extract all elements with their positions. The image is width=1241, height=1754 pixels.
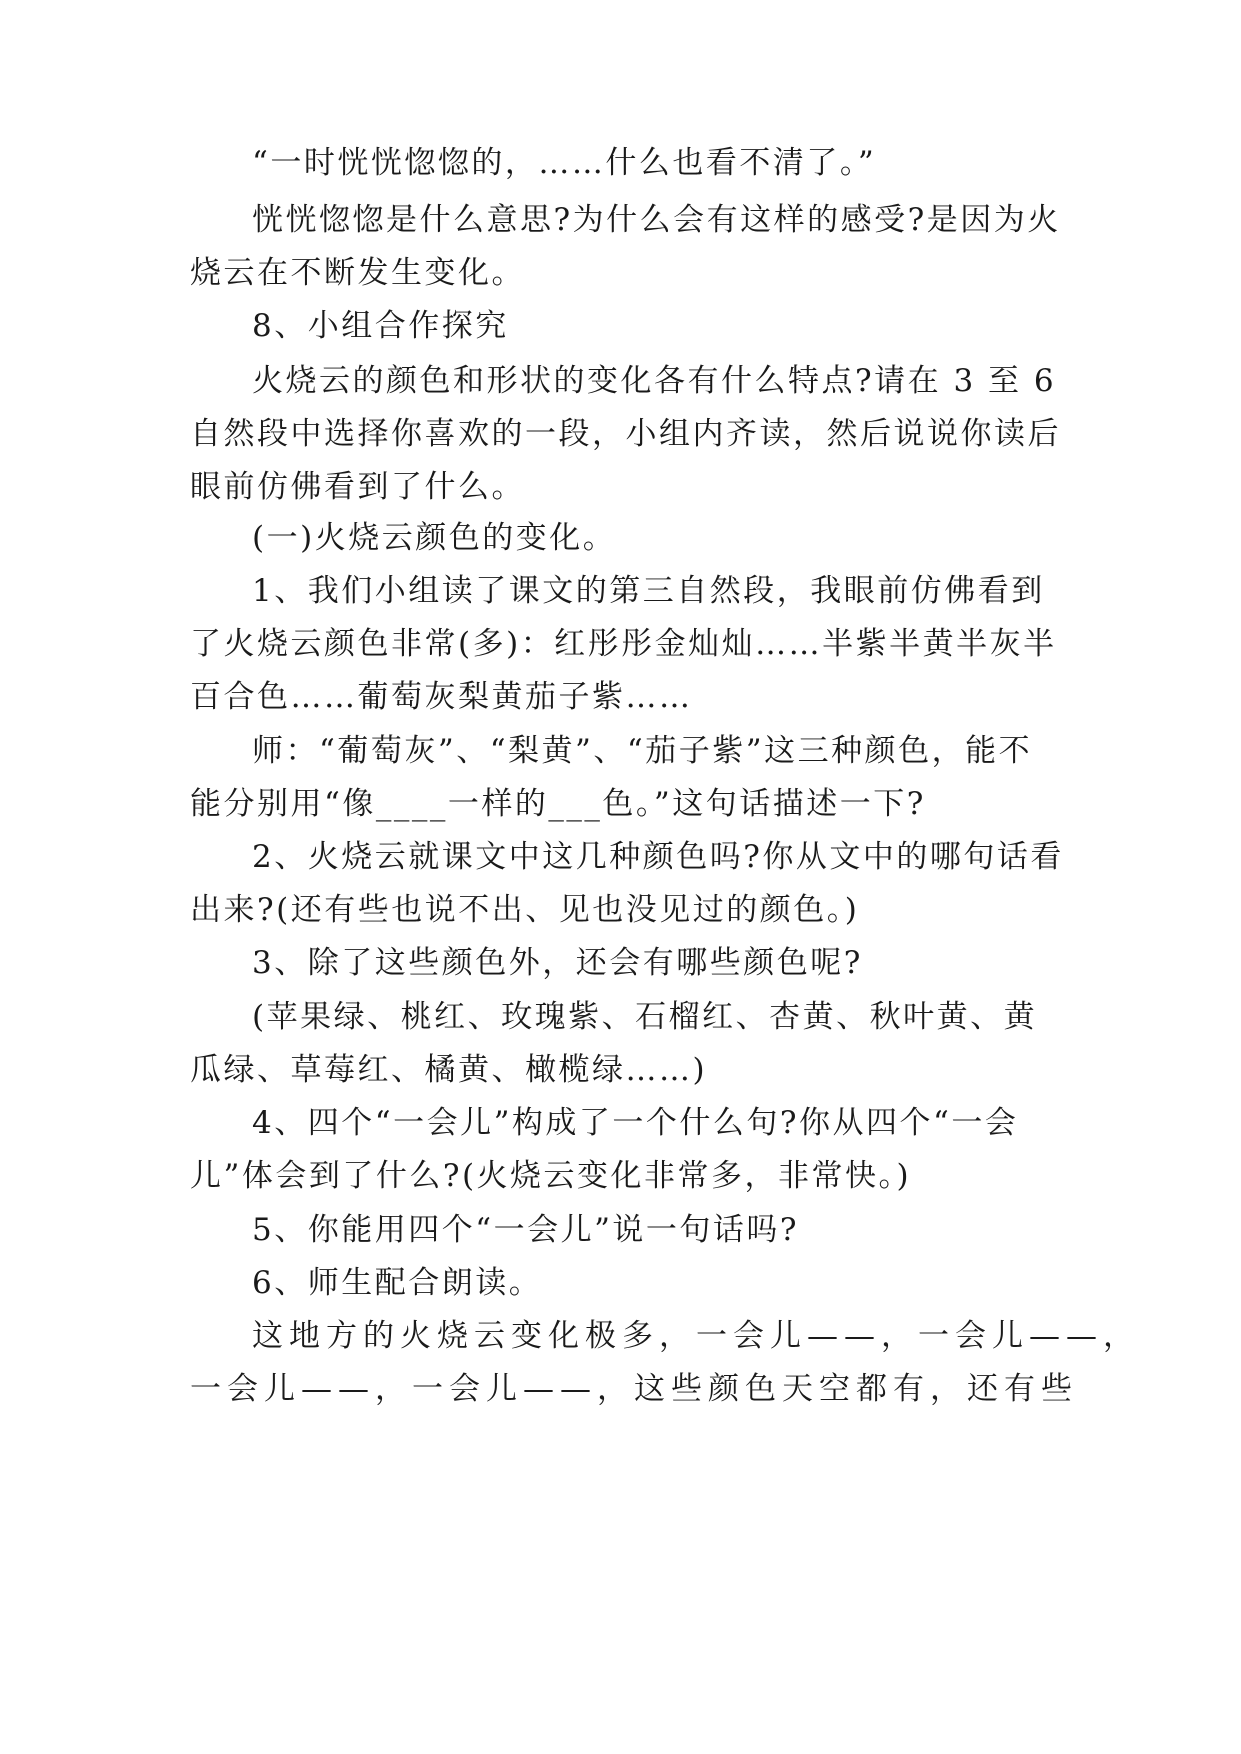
paragraph-line: 师：“葡萄灰”、“梨黄”、“茄子紫”这三种颜色，能不 bbox=[252, 733, 1033, 769]
paragraph-line: 2、火烧云就课文中这几种颜色吗?你从文中的哪句话看 bbox=[252, 839, 1064, 875]
paragraph-line: 1、我们小组读了课文的第三自然段，我眼前仿佛看到 bbox=[252, 573, 1045, 609]
section-heading: 8、小组合作探究 bbox=[252, 308, 509, 344]
paragraph-line: 6、师生配合朗读。 bbox=[252, 1265, 543, 1301]
paragraph-line: 恍恍惚惚是什么意思?为什么会有这样的感受?是因为火 bbox=[252, 202, 1061, 238]
quote-line: “一时恍恍惚惚的，……什么也看不清了。” bbox=[252, 145, 877, 181]
paragraph-line: 烧云在不断发生变化。 bbox=[190, 255, 525, 291]
paragraph-line: 3、除了这些颜色外，还会有哪些颜色呢? bbox=[252, 945, 863, 981]
paragraph-line: 百合色……葡萄灰梨黄茄子紫…… bbox=[190, 679, 693, 715]
paragraph-line: 5、你能用四个“一会儿”说一句话吗? bbox=[252, 1212, 800, 1248]
paragraph-line: 瓜绿、草莓红、橘黄、橄榄绿……) bbox=[190, 1052, 708, 1088]
paragraph-line: 眼前仿佛看到了什么。 bbox=[190, 469, 525, 505]
paragraph-line: 自然段中选择你喜欢的一段，小组内齐读，然后说说你读后 bbox=[190, 416, 1061, 452]
paragraph-line: 4、四个“一会儿”构成了一个什么句?你从四个“一会 bbox=[252, 1105, 1019, 1141]
paragraph-line: 这地方的火烧云变化极多，一会儿——，一会儿——， bbox=[252, 1318, 1140, 1354]
paragraph-line: (苹果绿、桃红、玫瑰紫、石榴红、杏黄、秋叶黄、黄 bbox=[252, 999, 1038, 1035]
subsection-heading: (一)火烧云颜色的变化。 bbox=[252, 520, 617, 556]
paragraph-line: 火烧云的颜色和形状的变化各有什么特点?请在 3 至 6 bbox=[252, 363, 1057, 399]
paragraph-line: 一会儿——，一会儿——，这些颜色天空都有，还有些 bbox=[190, 1371, 1078, 1407]
paragraph-line: 儿”体会到了什么?(火烧云变化非常多，非常快。) bbox=[190, 1158, 912, 1194]
paragraph-line: 能分别用“像____一样的___色。”这句话描述一下? bbox=[190, 786, 926, 822]
paragraph-line: 了火烧云颜色非常(多)：红彤彤金灿灿……半紫半黄半灰半 bbox=[190, 626, 1057, 662]
paragraph-line: 出来?(还有些也说不出、见也没见过的颜色。) bbox=[190, 892, 860, 928]
